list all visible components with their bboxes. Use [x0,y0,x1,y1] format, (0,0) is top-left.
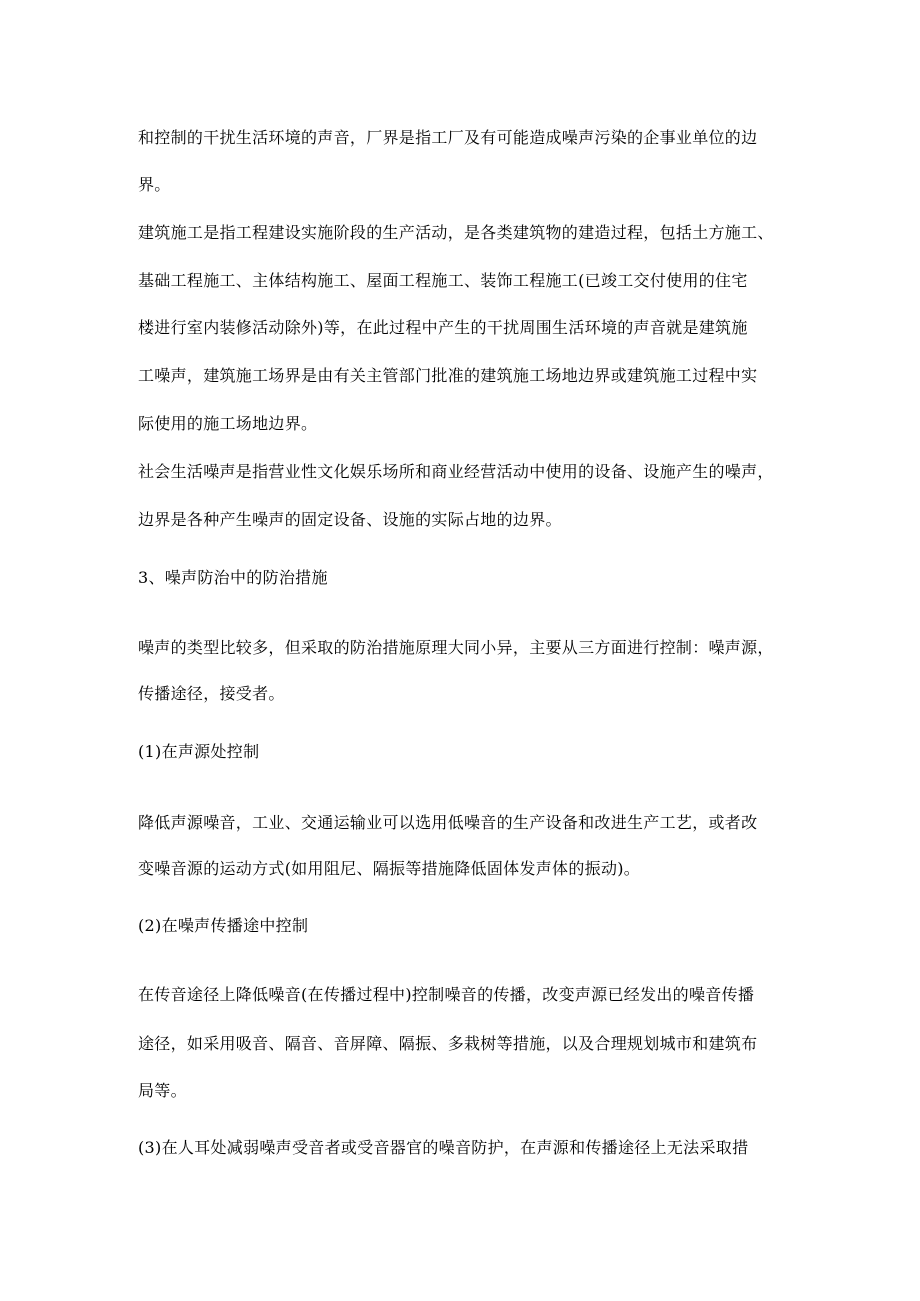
text-line: 和控制的干扰生活环境的声音，厂界是指工厂及有可能造成噪声污染的企事业单位的边 [138,128,758,147]
text-line: 途径，如采用吸音、隔音、音屏障、隔振、多栽树等措施，以及合理规划城市和建筑布 [138,1034,758,1053]
section-heading: 3、噪声防治中的防治措施 [138,568,328,587]
subheading: (3)在人耳处减弱噪声受音者或受音器官的噪音防护，在声源和传播途径上无法采取措 [138,1138,749,1157]
text-line: 社会生活噪声是指营业性文化娱乐场所和商业经营活动中使用的设备、设施产生的噪声， [138,462,774,481]
subheading: (1)在声源处控制 [138,742,260,761]
text-line: 工噪声，建筑施工场界是由有关主管部门批准的建筑施工场地边界或建筑施工过程中实 [138,366,758,385]
text-line: 变噪音源的运动方式(如用阻尼、隔振等措施降低固体发声体的振动)。 [138,859,641,878]
text-line: 降低声源噪音，工业、交通运输业可以选用低噪音的生产设备和改进生产工艺，或者改 [138,813,758,832]
text-line: 建筑施工是指工程建设实施阶段的生产活动，是各类建筑物的建造过程，包括土方施工、 [138,223,774,242]
text-line: 际使用的施工场地边界。 [138,414,318,433]
text-line: 噪声的类型比较多，但采取的防治措施原理大同小异，主要从三方面进行控制：噪声源， [138,638,774,657]
text-line: 局等。 [138,1081,187,1100]
text-line: 边界是各种产生噪声的固定设备、设施的实际占地的边界。 [138,510,562,529]
text-line: 楼进行室内装修活动除外)等，在此过程中产生的干扰周围生活环境的声音就是建筑施 [138,318,748,337]
text-line: 传播途径，接受者。 [138,684,285,703]
text-line: 在传音途径上降低噪音(在传播过程中)控制噪音的传播，改变声源已经发出的噪音传播 [138,985,755,1004]
subheading: (2)在噪声传播途中控制 [138,916,309,935]
text-line: 基础工程施工、主体结构施工、屋面工程施工、装饰工程施工(已竣工交付使用的住宅 [138,271,748,290]
text-line: 界。 [138,175,171,194]
